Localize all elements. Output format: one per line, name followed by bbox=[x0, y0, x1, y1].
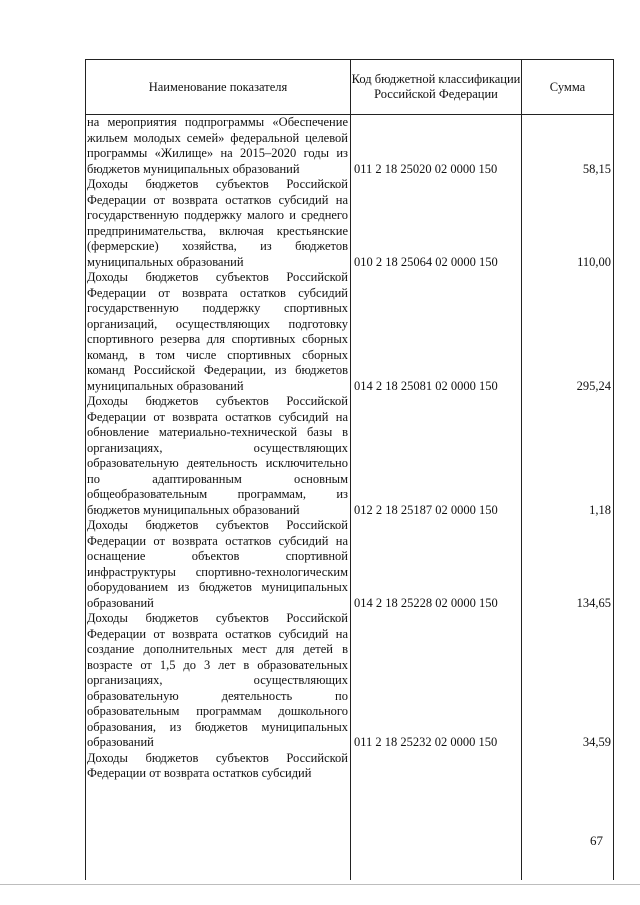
header-code: Код бюджетной классификации Российской Федерации bbox=[351, 60, 522, 114]
row-code: 014 2 18 25081 02 0000 150 bbox=[354, 378, 498, 393]
row-name: Доходы бюджетов субъектов Российской Федерации от возврата остатков субсидий bbox=[87, 750, 348, 780]
row-code: 014 2 18 25228 02 0000 150 bbox=[354, 595, 498, 610]
row-name: Доходы бюджетов субъектов Российской Федерации от возврата остатков субсидий на государственную поддержку малого и среднего предпринимательства, включая крестьянские (фермерские) хозяйства, из бюджетов муниципальных образований bbox=[87, 177, 348, 269]
row-name: Доходы бюджетов субъектов Российской Федерации от возврата остатков субсидий государственную поддержку спортивных организаций, осуществляющих подготовку спортивного резерва для спортивных сборных команд, в том числе спортивных сборных команд Российской Федерации, из бюджетов муниципальных образований bbox=[87, 270, 348, 393]
row-sum: 110,00 bbox=[577, 254, 611, 269]
row-name: Доходы бюджетов субъектов Российской Федерации от возврата остатков субсидий на обновление материально-технической базы в организациях, осуществляющих образовательную деятельность исключительно по адаптированным основным общеобразовательным программам, из бюджетов муниципальных образований bbox=[87, 394, 348, 517]
row-sum: 34,59 bbox=[582, 735, 611, 749]
row-sum: 295,24 bbox=[576, 378, 611, 393]
header-sum: Сумма bbox=[549, 79, 586, 94]
row-sum: 134,65 bbox=[576, 595, 611, 610]
table-body bbox=[86, 115, 613, 880]
table-header bbox=[86, 60, 613, 115]
page-bottom-edge bbox=[0, 884, 640, 885]
row-code: 012 2 18 25187 02 0000 150 bbox=[354, 502, 498, 517]
column-divider bbox=[521, 115, 522, 880]
header-name: Наименование показателя bbox=[86, 60, 351, 114]
column-divider bbox=[350, 115, 351, 880]
row-code: 010 2 18 25064 02 0000 150 bbox=[354, 254, 498, 269]
row-name: Доходы бюджетов субъектов Российской Федерации от возврата остатков субсидий на оснащение объектов спортивной инфраструктуры спортивно-технологическим оборудованием из бюджетов муниципальных образований bbox=[87, 518, 348, 610]
budget-table bbox=[85, 59, 614, 880]
row-code: 011 2 18 25020 02 0000 150 bbox=[354, 161, 498, 176]
row-name: Доходы бюджетов субъектов Российской Федерации от возврата остатков субсидий на создание дополнительных мест для детей в возрасте от 1,5 до 3 лет в образовательных организациях, осуществляющих образовательную деятельность по образовательным программам дошкольного образования, из бюджетов муниципальных образований bbox=[87, 611, 348, 749]
page-number: 67 bbox=[590, 833, 603, 848]
row-code: 011 2 18 25232 02 0000 150 bbox=[354, 735, 498, 749]
row-sum: 1,18 bbox=[589, 502, 611, 517]
row-name: на мероприятия подпрограммы «Обеспечение жильем молодых семей» федеральной целевой программы «Жилище» на 2015–2020 годы из бюджетов муниципальных образований bbox=[87, 115, 348, 176]
row-sum: 58,15 bbox=[582, 161, 611, 176]
